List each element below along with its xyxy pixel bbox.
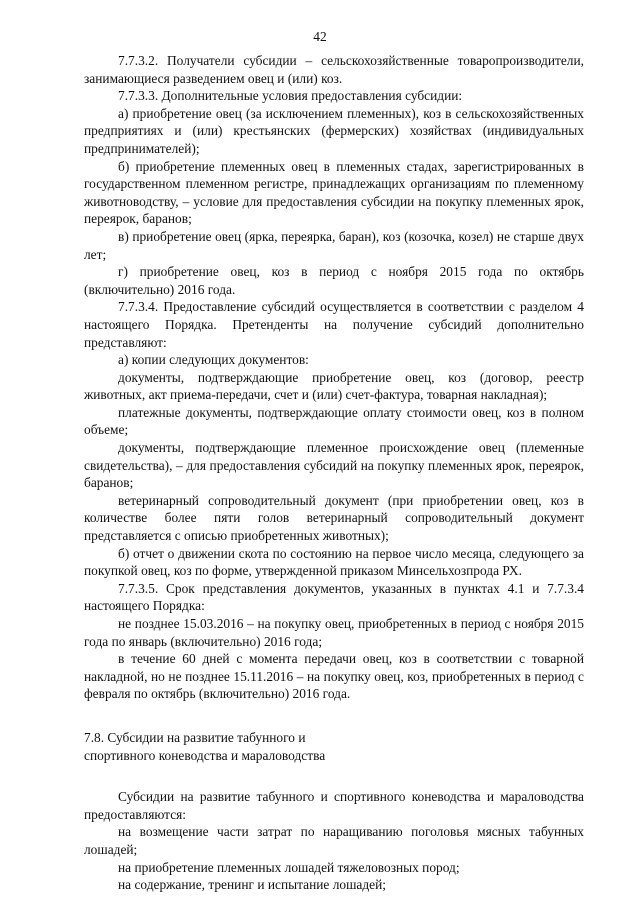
paragraph: документы, подтверждающие племенное происхождение овец (племенные свидетельства), – для предоставления субсидий на покупку племенных ярок, переярок, баранов; (84, 440, 584, 491)
section-heading-line: спортивного коневодства и мараловодства (84, 747, 326, 763)
paragraph: 7.7.3.5. Срок представления документов, указанных в пунктах 4.1 и 7.7.3.4 настоящего Порядка: (84, 580, 584, 614)
paragraph: ветеринарный сопроводительный документ (при приобретении овец, коз в количестве более пяти голов ветеринарный сопроводительный документ представляется с описью приобретенных животных); (84, 492, 584, 544)
paragraph: в течение 60 дней с момента передачи овец, коз в соответствии с товарной накладной, но не позднее 15.11.2016 – на покупку овец, коз, приобретенных в период с февраля по октябрь (включительно) 2016 года. (84, 651, 584, 702)
paragraph: б) отчет о движении скота по состоянию на первое число месяца, следующего за покупкой овец, коз по форме, утвержденной приказом Минсельхозпрода РХ. (84, 545, 584, 579)
paragraph: 7.7.3.4. Предоставление субсидий осуществляется в соответствии с разделом 4 настоящего Порядка. Претенденты на получение субсидий дополнительно представляют: (84, 299, 584, 350)
paragraph: г) приобретение овец, коз в период с ноября 2015 года по октябрь (включительно) 2016 года. (84, 264, 584, 297)
paragraph: 7.7.3.3. Дополнительные условия предоставления субсидии: (118, 88, 463, 104)
section-heading (84, 729, 584, 764)
paragraph: в) приобретение овец (ярка, переярка, баран), коз (козочка, козел) не старше двух лет; (84, 228, 584, 262)
page-number: 42 (313, 29, 327, 44)
paragraph: на содержание, тренинг и испытание лошадей; (118, 877, 386, 893)
section-heading-line: 7.8. Субсидии на развитие табунного и (84, 729, 306, 745)
paragraph: б) приобретение племенных овец в племенных стадах, зарегистрированных в государственном племенном регистре, принадлежащих организациям по племенному животноводству, – условие для предоставления субсидии на покупку племенных ярок, переярок, баранов; (84, 158, 584, 227)
document-body (84, 52, 584, 894)
paragraph: 7.7.3.2. Получатели субсидии – сельскохозяйственные товаропроизводители, занимающиеся разведением овец и (или) коз. (84, 53, 584, 86)
paragraph: на возмещение части затрат по наращиванию поголовья мясных табунных лошадей; (84, 824, 584, 857)
paragraph: Субсидии на развитие табунного и спортивного коневодства и мараловодства предоставляются: (84, 789, 584, 822)
paragraph: на приобретение племенных лошадей тяжеловозных пород; (118, 859, 460, 875)
paragraph: не позднее 15.03.2016 – на покупку овец, приобретенных в период с ноября 2015 года по январь (включительно) 2016 года; (84, 616, 584, 649)
paragraph: платежные документы, подтверждающие оплату стоимости овец, коз в полном объеме; (84, 404, 584, 438)
paragraph: а) копии следующих документов: (118, 352, 309, 368)
paragraph: документы, подтверждающие приобретение овец, коз (договор, реестр животных, акт приема-передачи, счет и (или) счет-фактура, товарная накладная); (84, 369, 584, 403)
paragraph: а) приобретение овец (за исключением племенных), коз в сельскохозяйственных предприятиях и (или) крестьянских (фермерских) хозяйствах (индивидуальных предпринимателей); (84, 105, 584, 156)
